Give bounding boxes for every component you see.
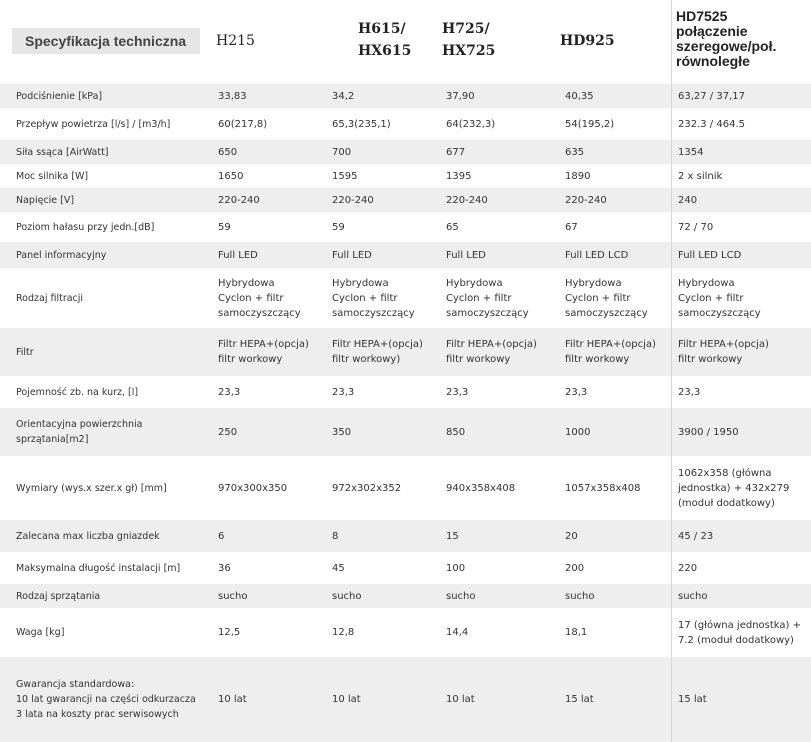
cell-value: 200 <box>565 562 585 574</box>
row-label-text: Napięcie [V] <box>16 194 75 206</box>
row-label-text: Orientacyjna powierzchnia sprzątania[m2] <box>16 419 143 445</box>
table-row <box>0 608 811 657</box>
cell-value: Full LED LCD <box>678 249 742 261</box>
row-label-text: Podciśnienie [kPa] <box>16 90 103 102</box>
cell-value: Full LED LCD <box>565 249 629 261</box>
row-label <box>16 242 206 268</box>
cell-value: 635 <box>565 146 585 158</box>
cell-value: Hybrydowa Cyclon + filtr samoczyszczący <box>332 277 415 319</box>
cell-value: 40,35 <box>565 90 594 102</box>
table-cell <box>678 376 811 408</box>
row-label <box>16 408 206 456</box>
cell-value: 1395 <box>446 170 472 182</box>
table-cell <box>678 108 811 140</box>
table-cell <box>332 268 442 328</box>
column-divider <box>671 0 672 742</box>
table-cell <box>678 242 811 268</box>
table-row <box>0 376 811 408</box>
cell-value: sucho <box>446 590 476 602</box>
table-cell <box>332 188 442 212</box>
cell-value: 240 <box>678 194 698 206</box>
table-cell <box>446 456 561 520</box>
cell-value: 650 <box>218 146 238 158</box>
row-label-text: Rodzaj sprzątania <box>16 590 101 602</box>
cell-value: 63,27 / 37,17 <box>678 90 745 102</box>
cell-value: 23,3 <box>446 386 469 398</box>
table-cell <box>446 520 561 552</box>
table-row <box>0 657 811 742</box>
column-header-hd7525: HD7525 połączenie szeregowe/poł. równoległe <box>676 8 777 69</box>
cell-value: 10 lat <box>446 694 475 705</box>
cell-value: 1595 <box>332 170 358 182</box>
table-cell <box>678 268 811 328</box>
row-label-text: Maksymalna długość instalacji [m] <box>16 562 181 574</box>
table-cell <box>446 584 561 608</box>
cell-value: 2 x silnik <box>678 170 723 182</box>
cell-value: 72 / 70 <box>678 221 714 233</box>
cell-value: 14,4 <box>446 627 469 638</box>
table-cell <box>446 242 561 268</box>
table-cell <box>332 212 442 242</box>
table-cell <box>332 376 442 408</box>
table-cell <box>678 212 811 242</box>
cell-value: Hybrydowa Cyclon + filtr samoczyszczący <box>218 277 301 319</box>
table-row <box>0 328 811 376</box>
row-label <box>16 268 206 328</box>
row-label <box>16 657 206 742</box>
table-cell <box>332 552 442 584</box>
row-label-text: Filtr <box>16 346 34 358</box>
table-cell <box>446 140 561 164</box>
table-cell <box>678 456 811 520</box>
table-cell <box>218 108 328 140</box>
row-label-text: Panel informacyjny <box>16 249 107 261</box>
table-cell <box>218 376 328 408</box>
cell-value: Filtr HEPA+(opcja) filtr workowy <box>565 339 656 365</box>
table-cell <box>332 584 442 608</box>
row-label-text: Zalecana max liczba gniazdek <box>16 530 160 542</box>
table-cell <box>446 408 561 456</box>
table-cell <box>218 584 328 608</box>
table-cell <box>678 140 811 164</box>
table-cell <box>565 268 670 328</box>
table-cell <box>565 140 670 164</box>
table-cell <box>446 328 561 376</box>
cell-value: 250 <box>218 426 238 438</box>
cell-value: 23,3 <box>678 386 701 398</box>
row-label-text: Siła ssąca [AirWatt] <box>16 146 109 158</box>
cell-value: Filtr HEPA+(opcja) filtr workowy) <box>332 339 423 365</box>
table-cell <box>446 657 561 742</box>
row-label <box>16 376 206 408</box>
cell-value: 1000 <box>565 426 591 438</box>
table-cell <box>565 456 670 520</box>
table-cell <box>218 552 328 584</box>
table-cell <box>565 608 670 657</box>
cell-value: 232.3 / 464.5 <box>678 118 745 130</box>
table-cell <box>565 657 670 742</box>
cell-value: 67 <box>565 221 578 233</box>
cell-value: Full LED <box>446 249 486 261</box>
row-label <box>16 140 206 164</box>
cell-value: sucho <box>678 590 708 602</box>
table-row <box>0 84 811 108</box>
row-label-text: Rodzaj filtracji <box>16 292 84 304</box>
table-cell <box>565 212 670 242</box>
cell-value: 10 lat <box>332 694 361 705</box>
table-cell <box>678 520 811 552</box>
cell-value: sucho <box>332 590 362 602</box>
row-label <box>16 552 206 584</box>
column-header-h725: H725/ HX725 <box>442 21 496 59</box>
table-cell <box>332 164 442 188</box>
row-label-text: Moc silnika [W] <box>16 170 89 182</box>
table-cell <box>446 608 561 657</box>
table-cell <box>332 242 442 268</box>
cell-value: 45 / 23 <box>678 530 714 542</box>
row-label-text: Poziom hałasu przy jedn.[dB] <box>16 221 155 233</box>
table-cell <box>332 140 442 164</box>
table-cell <box>678 164 811 188</box>
row-label-text: Wymiary (wys.x szer.x gł) [mm] <box>16 482 167 494</box>
cell-value: 970x300x350 <box>218 482 288 494</box>
cell-value: 65 <box>446 221 459 233</box>
table-cell <box>565 164 670 188</box>
table-row <box>0 520 811 552</box>
cell-value: 15 lat <box>678 694 707 705</box>
cell-value: 36 <box>218 562 231 574</box>
row-label <box>16 584 206 608</box>
table-cell <box>218 608 328 657</box>
table-row <box>0 164 811 188</box>
table-cell <box>332 657 442 742</box>
row-label-text: Waga [kg] <box>16 627 65 638</box>
cell-value: 3900 / 1950 <box>678 426 739 438</box>
cell-value: 33,83 <box>218 90 247 102</box>
row-label <box>16 108 206 140</box>
cell-value: 1062x358 (główna jednostka) + 432x279 (moduł dodatkowy) <box>678 467 790 509</box>
table-cell <box>218 164 328 188</box>
table-row <box>0 140 811 164</box>
table-cell <box>332 608 442 657</box>
cell-value: Full LED <box>332 249 372 261</box>
cell-value: 23,3 <box>332 386 355 398</box>
table-cell <box>565 108 670 140</box>
cell-value: 940x358x408 <box>446 482 516 494</box>
table-row <box>0 408 811 456</box>
table-cell <box>565 328 670 376</box>
row-label <box>16 328 206 376</box>
table-cell <box>446 108 561 140</box>
cell-value: 6 <box>218 530 225 542</box>
table-cell <box>218 520 328 552</box>
table-cell <box>218 328 328 376</box>
table-cell <box>446 164 561 188</box>
table-cell <box>218 140 328 164</box>
cell-value: 350 <box>332 426 352 438</box>
table-cell <box>332 408 442 456</box>
table-cell <box>446 268 561 328</box>
table-cell <box>565 242 670 268</box>
table-cell <box>565 188 670 212</box>
table-cell <box>678 657 811 742</box>
table-cell <box>218 242 328 268</box>
row-label <box>16 164 206 188</box>
cell-value: 1890 <box>565 170 591 182</box>
cell-value: 1057x358x408 <box>565 482 641 494</box>
table-cell <box>332 108 442 140</box>
cell-value: 54(195,2) <box>565 118 615 130</box>
row-label <box>16 520 206 552</box>
cell-value: 65,3(235,1) <box>332 118 391 130</box>
row-label-text: Gwarancja standardowa: 10 lat gwarancji na części odkurzacza 3 lata na koszty prac serwisowych <box>16 679 196 720</box>
table-cell <box>678 188 811 212</box>
cell-value: Filtr HEPA+(opcja) filtr workowy <box>218 339 309 365</box>
table-row <box>0 456 811 520</box>
cell-value: 12,5 <box>218 627 241 638</box>
cell-value: 220-240 <box>446 194 488 206</box>
table-cell <box>446 376 561 408</box>
cell-value: 23,3 <box>218 386 241 398</box>
table-row <box>0 212 811 242</box>
row-label-text: Przepływ powietrza [l/s] / [m3/h] <box>16 118 171 130</box>
cell-value: 100 <box>446 562 466 574</box>
row-label-text: Pojemność zb. na kurz, [l] <box>16 386 139 398</box>
cell-value: Hybrydowa Cyclon + filtr samoczyszczący <box>565 277 648 319</box>
cell-value: 1354 <box>678 146 704 158</box>
table-cell <box>332 456 442 520</box>
table-header <box>0 0 811 84</box>
column-header-h615: H615/ HX615 <box>358 21 412 59</box>
table-cell <box>332 84 442 108</box>
table-cell <box>565 376 670 408</box>
cell-value: sucho <box>565 590 595 602</box>
cell-value: Filtr HEPA+(opcja) filtr workowy <box>446 339 537 365</box>
table-cell <box>565 408 670 456</box>
table-cell <box>218 268 328 328</box>
cell-value: 15 <box>446 530 459 542</box>
cell-value: 18,1 <box>565 627 588 638</box>
cell-value: 700 <box>332 146 352 158</box>
table-cell <box>678 552 811 584</box>
table-cell <box>218 657 328 742</box>
table-title: Specyfikacja techniczna <box>12 28 200 54</box>
table-cell <box>446 84 561 108</box>
column-header-h215: H215 <box>216 33 255 49</box>
cell-value: Hybrydowa Cyclon + filtr samoczyszczący <box>446 277 529 319</box>
cell-value: 850 <box>446 426 466 438</box>
cell-value: 23,3 <box>565 386 588 398</box>
table-row <box>0 188 811 212</box>
cell-value: 1650 <box>218 170 244 182</box>
table-cell <box>678 328 811 376</box>
cell-value: 972x302x352 <box>332 482 402 494</box>
cell-value: 8 <box>332 530 339 542</box>
table-cell <box>218 456 328 520</box>
table-cell <box>218 408 328 456</box>
table-cell <box>218 84 328 108</box>
cell-value: 10 lat <box>218 694 247 705</box>
table-cell <box>565 552 670 584</box>
cell-value: 220-240 <box>332 194 374 206</box>
row-label <box>16 188 206 212</box>
table-cell <box>678 84 811 108</box>
table-cell <box>218 212 328 242</box>
cell-value: 677 <box>446 146 466 158</box>
cell-value: 20 <box>565 530 578 542</box>
table-row <box>0 268 811 328</box>
cell-value: 37,90 <box>446 90 475 102</box>
cell-value: 59 <box>218 221 231 233</box>
table-cell <box>678 408 811 456</box>
table-row <box>0 242 811 268</box>
table-cell <box>565 84 670 108</box>
cell-value: 60(217,8) <box>218 118 268 130</box>
cell-value: Hybrydowa Cyclon + filtr samoczyszczący <box>678 277 761 319</box>
cell-value: 220 <box>678 562 698 574</box>
cell-value: 45 <box>332 562 345 574</box>
cell-value: 64(232,3) <box>446 118 496 130</box>
column-header-hd925: HD925 <box>560 33 615 49</box>
cell-value: 220-240 <box>565 194 607 206</box>
row-label <box>16 84 206 108</box>
table-cell <box>332 328 442 376</box>
cell-value: 17 (główna jednostka) + 7.2 (moduł dodatkowy) <box>678 619 802 646</box>
cell-value: 59 <box>332 221 345 233</box>
cell-value: 220-240 <box>218 194 260 206</box>
table-row <box>0 108 811 140</box>
cell-value: 15 lat <box>565 694 594 705</box>
table-row <box>0 584 811 608</box>
table-cell <box>446 188 561 212</box>
row-label <box>16 456 206 520</box>
row-label <box>16 212 206 242</box>
table-cell <box>332 520 442 552</box>
cell-value: 34,2 <box>332 90 355 102</box>
cell-value: Filtr HEPA+(opcja) filtr workowy <box>678 339 769 365</box>
table-cell <box>678 608 811 657</box>
table-cell <box>678 584 811 608</box>
table-row <box>0 552 811 584</box>
cell-value: Full LED <box>218 249 258 261</box>
table-cell <box>565 520 670 552</box>
table-cell <box>218 188 328 212</box>
row-label <box>16 608 206 657</box>
cell-value: 12,8 <box>332 627 355 638</box>
table-cell <box>446 552 561 584</box>
cell-value: sucho <box>218 590 248 602</box>
table-cell <box>565 584 670 608</box>
table-cell <box>446 212 561 242</box>
